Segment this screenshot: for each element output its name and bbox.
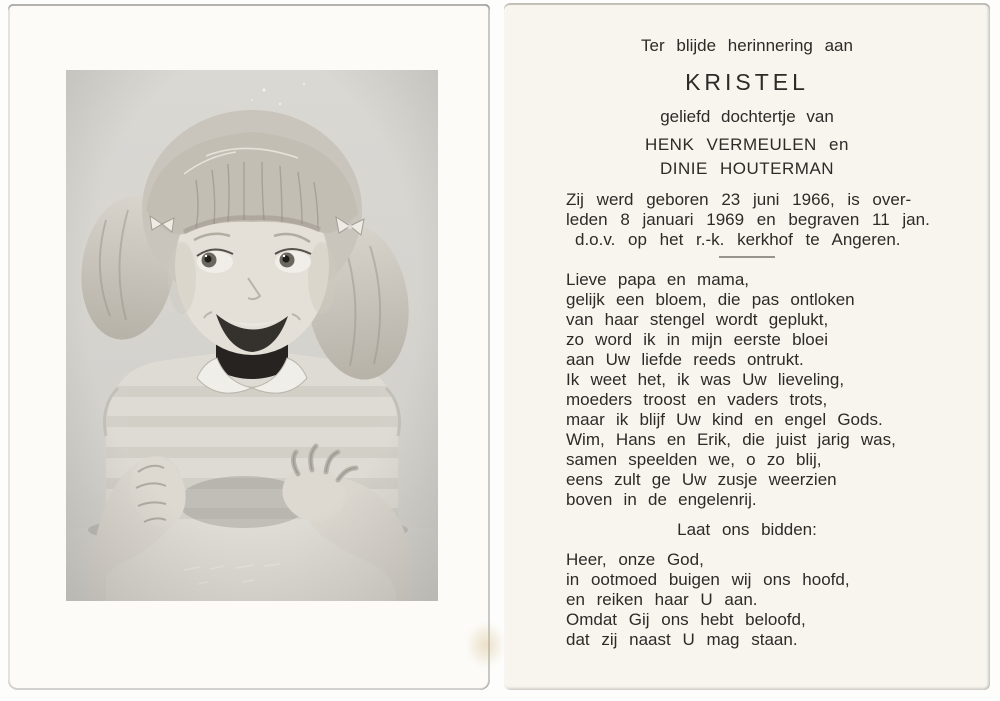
portrait-illustration <box>66 70 438 601</box>
life-line: Zij werd geboren 23 juni 1966, is over- <box>566 190 912 209</box>
poem-line: zo word ik in mijn eerste bloei <box>566 330 828 349</box>
poem-line: gelijk een bloem, die pas ontloken <box>566 290 855 309</box>
paper-stain <box>466 622 506 668</box>
life-line: leden 8 januari 1969 en begraven 11 jan. <box>566 210 930 229</box>
poem-line: van haar stengel wordt geplukt, <box>566 310 829 329</box>
poem-line: Wim, Hans en Erik, die juist jarig was, <box>566 430 896 449</box>
life-line: d.o.v. op het r.-k. kerkhof te Angeren. <box>575 230 901 249</box>
poem-line: maar ik blijf Uw kind en engel Gods. <box>566 410 883 429</box>
poem-line: Lieve papa en mama, <box>566 270 749 289</box>
intro-line: Ter blijde herinnering aan <box>641 36 853 55</box>
poem-line: eens zult ge Uw zusje weerzien <box>566 470 837 489</box>
poem-line: moeders troost en vaders trots, <box>566 390 828 409</box>
prayer-line: dat zij naast U mag staan. <box>566 630 798 649</box>
prayer-heading: Laat ons bidden: <box>677 520 817 539</box>
prayer-text <box>566 550 850 650</box>
poem-line: aan Uw liefde reeds ontrukt. <box>566 350 804 369</box>
deceased-name: KRISTEL <box>685 69 809 95</box>
divider-line <box>719 256 775 258</box>
parent-name-father: HENK VERMEULEN en <box>645 135 849 154</box>
prayer-line: in ootmoed buigen wij ons hoofd, <box>566 570 850 589</box>
poem-line: boven in de engelenrij. <box>566 490 757 509</box>
poem-line: samen speelden we, o zo blij, <box>566 450 822 469</box>
prayer-line: Omdat Gij ons hebt beloofd, <box>566 610 806 629</box>
photo-panel <box>8 4 490 690</box>
memorial-poem <box>566 270 896 510</box>
girl-portrait-photo <box>66 70 438 601</box>
poem-line: Ik weet het, ik was Uw lieveling, <box>566 370 845 389</box>
text-panel <box>504 3 990 690</box>
prayer-line: en reiken haar U aan. <box>566 590 758 609</box>
life-dates-paragraph <box>566 190 930 250</box>
prayer-line: Heer, onze God, <box>566 550 704 569</box>
relation-line: geliefd dochtertje van <box>660 107 834 126</box>
parent-name-mother: DINIE HOUTERMAN <box>659 159 835 178</box>
